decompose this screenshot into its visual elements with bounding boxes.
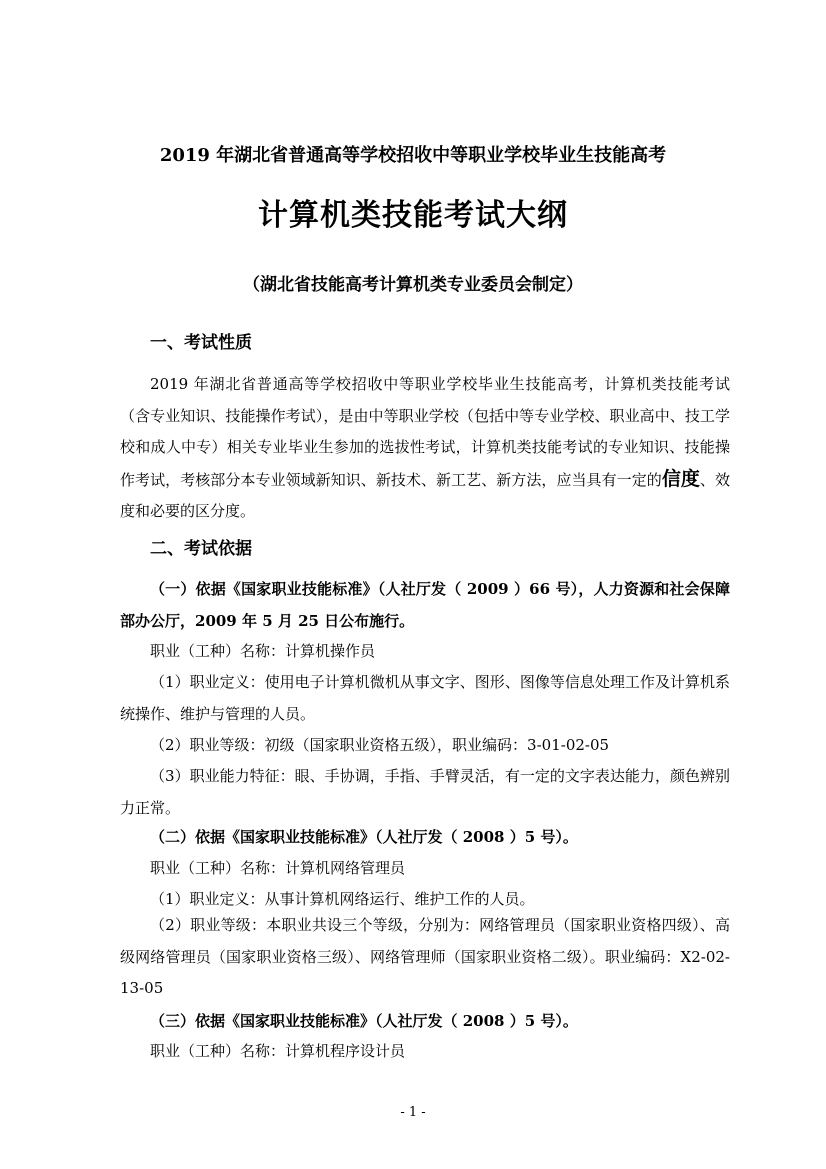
- paragraph-text-before: 2019 年湖北省普通高等学校招收中等职业学校毕业生技能高考，计算机类技能考试（含专业知识、技能操作考试），是由中等职业学校（包括中等专业学校、职业高中、技工学校和成人中专）相关专业毕业生参加的选拔性考试，计算机类技能考试的专业知识、技能操作考试，考核部分本专业领域新知识、新技术、新工艺、新方法，应当具有一定的: [120, 375, 730, 489]
- basis-item-1-occupation: 职业（工种）名称：计算机操作员: [150, 642, 376, 660]
- basis-item-2-occupation: 职业（工种）名称：计算机网络管理员: [150, 859, 406, 877]
- basis-item-1-level: （2）职业等级：初级（国家职业资格五级），职业编码：3-01-02-05: [150, 736, 610, 754]
- basis-item-2-level: （2）职业等级：本职业共设三个等级，分别为：网络管理员（国家职业资格四级）、高级网络管理员（国家职业资格三级）、网络管理师（国家职业资格二级）。职业编码：X2-02-13-05: [120, 916, 730, 997]
- section-heading-exam-basis: 二、考试依据: [150, 539, 252, 559]
- basis-item-3-title: （三）依据《国家职业技能标准》（人社厅发（ 2008 ）5 号）。: [150, 1012, 578, 1030]
- section-paragraph-exam-nature: [120, 369, 730, 528]
- paragraph-emphasis-text: 信度: [661, 467, 700, 490]
- page-number: - 1 -: [400, 1105, 426, 1120]
- section-heading-exam-nature: 一、考试性质: [150, 333, 252, 353]
- basis-item-3-occupation: 职业（工种）名称：计算机程序设计员: [150, 1042, 406, 1060]
- document-subtitle: （湖北省技能高考计算机类专业委员会制定）: [243, 275, 583, 295]
- basis-item-2-title: （二）依据《国家职业技能标准》（人社厅发（ 2008 ）5 号）。: [150, 828, 578, 846]
- paragraph-text-after: 、效度和必要的区分度。: [120, 470, 730, 520]
- basis-item-1-definition: （1）职业定义：使用电子计算机微机从事文字、图形、图像等信息处理工作及计算机系统操作、维护与管理的人员。: [120, 673, 730, 723]
- document-title: 计算机类技能考试大纲: [258, 198, 568, 233]
- document-header-line: 2019 年湖北省普通高等学校招收中等职业学校毕业生技能高考: [159, 145, 667, 166]
- basis-item-1-ability: （3）职业能力特征：眼、手协调，手指、手臂灵活，有一定的文字表达能力，颜色辨别力正常。: [120, 767, 730, 817]
- basis-item-1-title: （一）依据《国家职业技能标准》（人社厅发（ 2009 ）66 号），人力资源和社会保障部办公厅，2009 年 5 月 25 日公布施行。: [120, 580, 730, 630]
- basis-item-2-definition: （1）职业定义：从事计算机网络运行、维护工作的人员。: [150, 890, 535, 908]
